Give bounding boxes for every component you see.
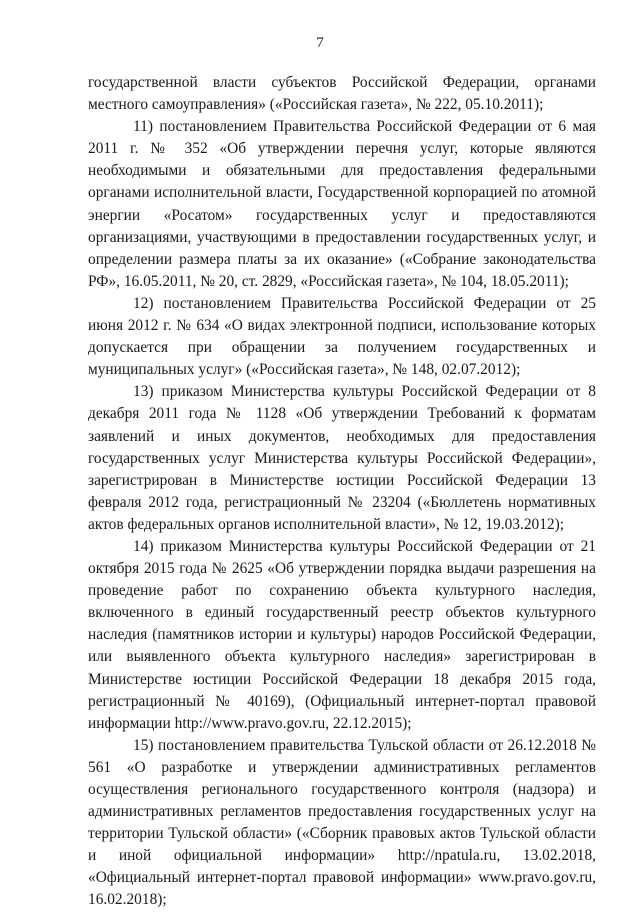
list-item-12: 12) постановлением Правительства Российской Федерации от 25 июня 2012 г. № 634 «О видах электронной подписи, использование которых допускается при обращении за получением государственных и муниципальных услуг» («Российская газета», № 148, 02.07.2012); bbox=[88, 294, 596, 379]
list-item-13: 13) приказом Министерства культуры Российской Федерации от 8 декабря 2011 года № 1128 «Об утверждении Требований к форматам заявлений и иных документов, необходимых для предоставления государственных услуг Министерства культуры Российской Федерации», зарегистрирован в Министерстве юстиции Российской Федерации 13 февраля 2012 года, регистрационный № 23204 («Бюллетень нормативных актов федеральных органов исполнительной власти», № 12, 19.03.2012); bbox=[88, 383, 596, 533]
list-item-15: 15) постановлением правительства Тульской области от 26.12.2018 № 561 «О разработке и утверждении административных регламентов осуществления регионального государственного контроля (надзора) и административных регламентов предоставления государственных услуг на территории Тульской области» («Сборник правовых актов Тульской области и иной официальной информации» http://npatula.ru, 13.02.2018, «Официальный интернет-портал правовой информации» www.pravo.gov.ru, 16.02.2018); bbox=[88, 736, 596, 909]
list-item-14: 14) приказом Министерства культуры Российской Федерации от 21 октября 2015 года № 2625 «Об утверждении порядка выдачи разрешения на проведение работ по сохранению объекта культурного наследия, включенного в единый государственный реестр объектов культурного наследия (памятников истории и культуры) народов Российской Федерации, или выявленного объекта культурного наследия» зарегистрирован в Министерстве юстиции Российской Федерации 18 декабря 2015 года, регистрационный № 40169), (Официальный интернет-портал правовой информации http://www.pravo.gov.ru, 22.12.2015); bbox=[88, 537, 596, 732]
paragraph-continuation: государственной власти субъектов Российской Федерации, органами местного самоуправления» («Российская газета», № 222, 05.10.2011); bbox=[88, 74, 596, 114]
list-item-11: 11) постановлением Правительства Российской Федерации от 6 мая 2011 г. № 352 «Об утверждении перечня услуг, которые являются необходимыми и обязательными для предоставления федеральными органами исполнительной власти, Государственной корпорацией по атомной энергии «Росатом» государственных услуг и предоставляются организациями, участвующими в предоставлении государственных услуг, и определении размера платы за их оказание» («Собрание законодательства РФ», 16.05.2011, № 20, ст. 2829, «Российская газета», № 104, 18.05.2011); bbox=[88, 118, 596, 290]
page-number: 7 bbox=[316, 35, 324, 51]
document-body bbox=[88, 72, 596, 912]
